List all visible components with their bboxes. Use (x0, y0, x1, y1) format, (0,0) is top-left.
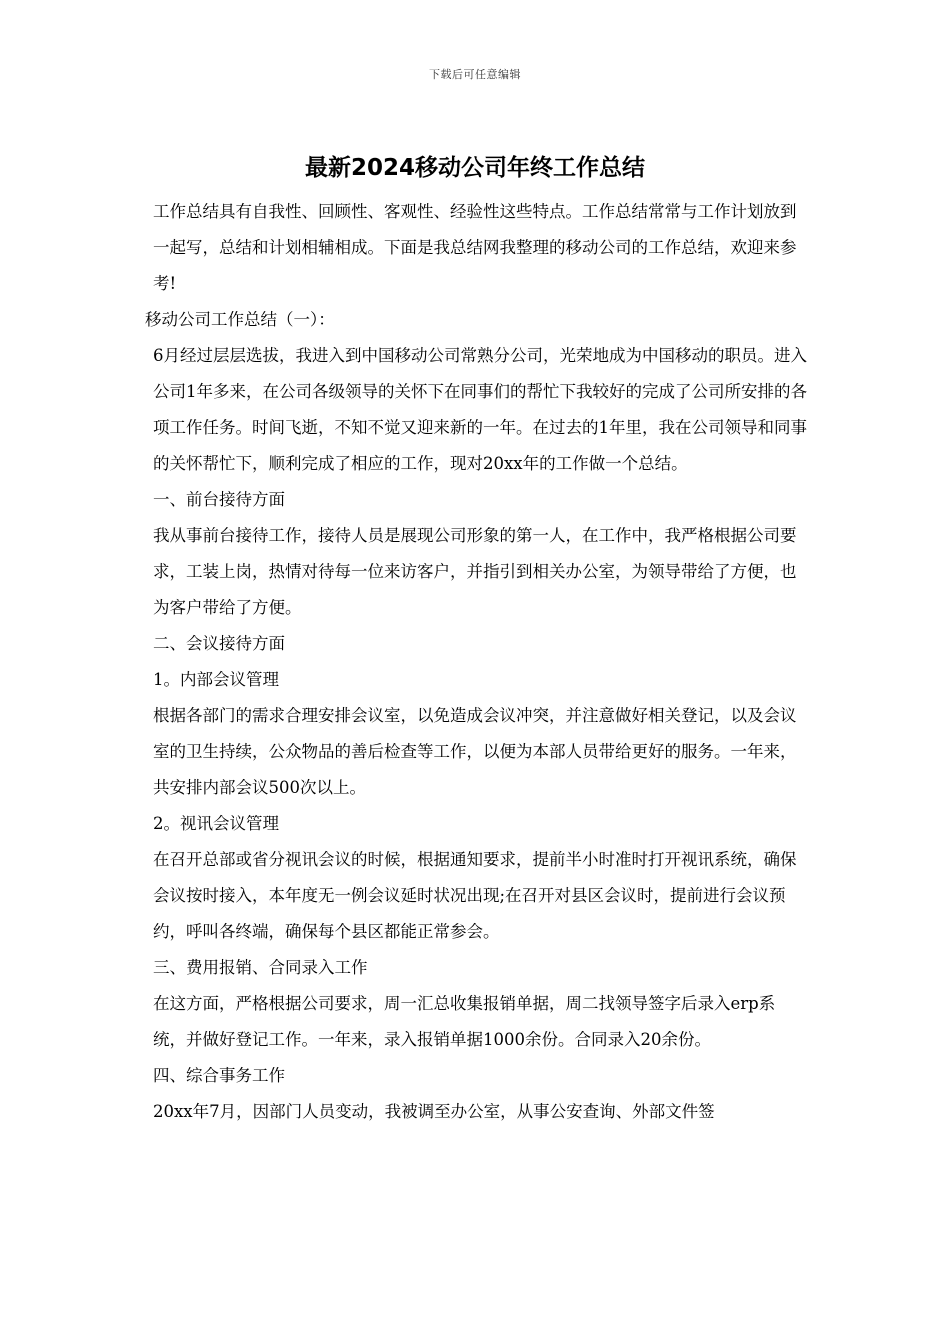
section-heading-meetings: 二、会议接待方面 (153, 634, 285, 653)
body-paragraph: 在这方面，严格根据公司要求，周一汇总收集报销单据，周二找领导签字后录入erp系统，并做好登记工作。一年来，录入报销单据1000余份。合同录入20余份。 (153, 994, 776, 1049)
body-paragraph: 我从事前台接待工作，接待人员是展现公司形象的第一人，在工作中，我严格根据公司要求，工装上岗，热情对待每一位来访客户，并指引到相关办公室，为领导带给了方便，也为客户带给了方便。 (153, 526, 797, 617)
subsection-heading-internal-meetings: 1。内部会议管理 (153, 670, 279, 689)
document-title: 最新2024移动公司年终工作总结 (304, 155, 645, 181)
page-header-note: 下载后可任意编辑 (429, 68, 521, 81)
intro-paragraph: 工作总结具有自我性、回顾性、客观性、经验性这些特点。工作总结常常与工作计划放到一起写，总结和计划相辅相成。下面是我总结网我整理的移动公司的工作总结，欢迎来参考! (153, 202, 797, 293)
body-paragraph: 20xx年7月，因部门人员变动，我被调至办公室，从事公安查询、外部文件签 (153, 1102, 715, 1121)
section-heading-expenses: 三、费用报销、合同录入工作 (153, 958, 368, 977)
section-heading-reception: 一、前台接待方面 (153, 490, 285, 509)
body-paragraph: 6月经过层层选拔，我进入到中国移动公司常熟分公司，光荣地成为中国移动的职员。进入公司1年多来，在公司各级领导的关怀下在同事们的帮忙下我较好的完成了公司所安排的各项工作任务。时间飞逝，不知不觉又迎来新的一年。在过去的1年里，我在公司领导和同事的关怀帮忙下，顺利完成了相应的工作，现对20xx年的工作做一个总结。 (153, 346, 807, 473)
subsection-heading-video-meetings: 2。视讯会议管理 (153, 814, 279, 833)
section-heading-summary-one: 移动公司工作总结（一）： (145, 310, 335, 329)
body-paragraph: 根据各部门的需求合理安排会议室，以免造成会议冲突，并注意做好相关登记，以及会议室的卫生持续，公众物品的善后检查等工作，以便为本部人员带给更好的服务。一年来，共安排内部会议500次以上。 (153, 706, 797, 797)
document-body (145, 194, 807, 1130)
body-paragraph: 在召开总部或省分视讯会议的时候，根据通知要求，提前半小时准时打开视讯系统，确保会议按时接入，本年度无一例会议延时状况出现;在召开对县区会议时，提前进行会议预约，呼叫各终端，确保每个县区都能正常参会。 (153, 850, 797, 941)
section-heading-general-affairs: 四、综合事务工作 (153, 1066, 285, 1085)
